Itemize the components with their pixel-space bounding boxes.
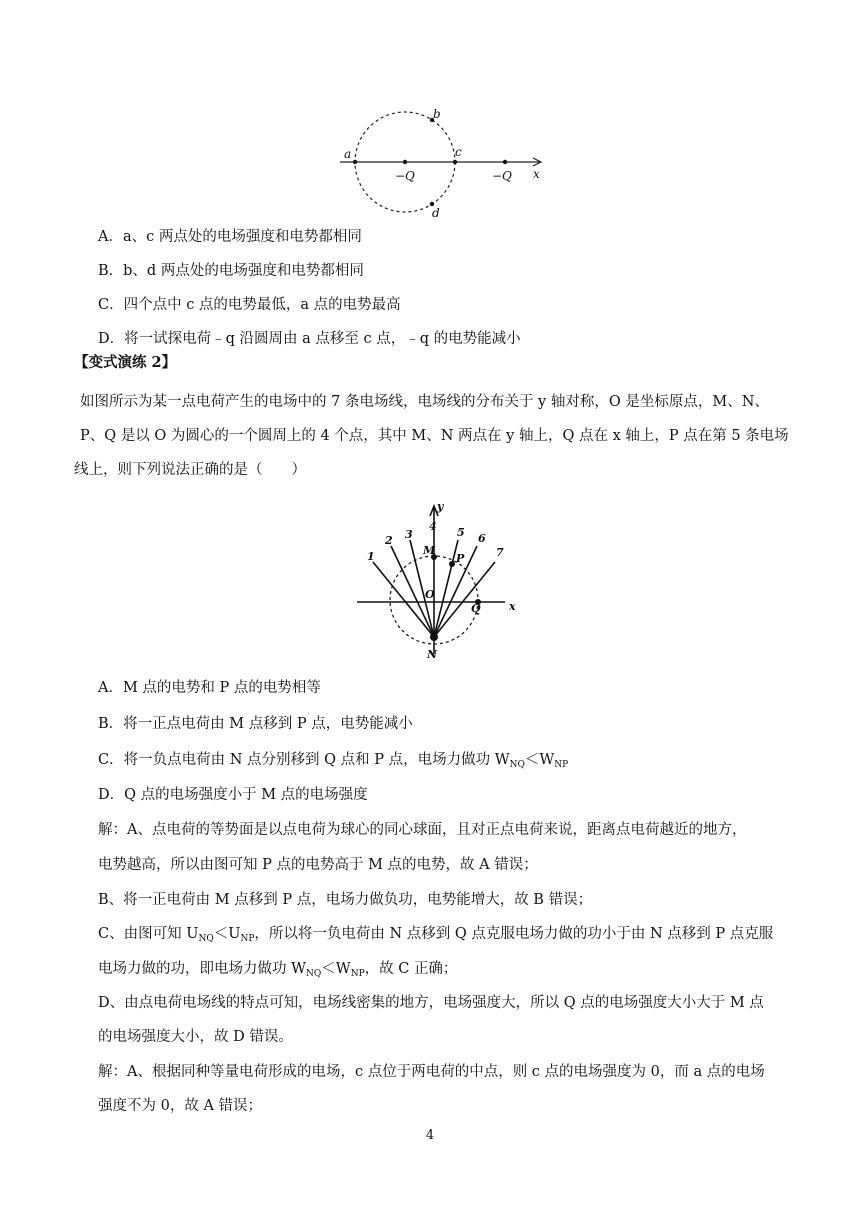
page-number: 4 bbox=[425, 1128, 435, 1143]
option-2c-text: C．将一负点电荷由 N 点分别移到 Q 点和 P 点，电场力做功 W bbox=[98, 752, 510, 768]
sub-nq: NQ bbox=[306, 969, 322, 979]
solution-5-line-1: 解：A、根据同种等量电荷形成的电场，c 点位于两电荷的中点，则 c 点的电场强度为 0，而 a 点的电场 bbox=[98, 1064, 765, 1080]
solution-2: B、将一正电荷由 M 点移到 P 点，电场力做负功，电势能增大，故 B 错误； bbox=[98, 892, 593, 908]
solution-3-text-d: ，故 C 正确； bbox=[364, 961, 458, 977]
label-y: y bbox=[437, 500, 444, 513]
line-number-6: 6 bbox=[478, 532, 486, 545]
section-heading: 【变式演练 2】 bbox=[74, 354, 177, 371]
label-M: M bbox=[423, 544, 436, 557]
point-P-dot bbox=[449, 561, 455, 567]
question-line-1: 如图所示为某一点电荷产生的电场中的 7 条电场线，电场线的分布关于 y 轴对称，O 是坐标原点，M、N、 bbox=[80, 394, 769, 410]
less-than-u: ＜U bbox=[213, 926, 241, 942]
sub-nq: NQ bbox=[198, 934, 214, 944]
less-than-w: ＜W bbox=[524, 752, 555, 768]
solution-4-line-1: D、由点电荷电场线的特点可知，电场线密集的地方，电场强度大，所以 Q 点的电场强度大小大于 M 点 bbox=[98, 995, 764, 1011]
solution-3-text-b: ，所以将一负电荷由 N 点移到 Q 点克服电场力做的功小于由 N 点移到 P 点克服 bbox=[254, 926, 774, 942]
label-charge-1: −Q bbox=[395, 169, 415, 183]
label-a: a bbox=[344, 147, 352, 161]
solution-3-text-c: 电场力做的功，即电场力做功 W bbox=[98, 961, 307, 977]
option-1b: B．b、d 两点处的电场强度和电势都相同 bbox=[98, 263, 364, 279]
solution-5-line-2: 强度不为 0，故 A 错误； bbox=[98, 1098, 263, 1114]
label-x: x bbox=[509, 600, 516, 613]
charge-N-dot bbox=[430, 633, 438, 641]
solution-1-line-2: 电势越高，所以由图可知 P 点的电势高于 M 点的电势，故 A 错误； bbox=[98, 857, 538, 873]
label-c: c bbox=[455, 145, 462, 159]
point-c-dot bbox=[453, 160, 457, 164]
sub-np: NP bbox=[350, 969, 365, 979]
option-2a: A．M 点的电势和 P 点的电势相等 bbox=[98, 680, 321, 696]
option-2c bbox=[98, 750, 568, 775]
line-number-7: 7 bbox=[496, 546, 504, 559]
option-1a: A．a、c 两点处的电场强度和电势都相同 bbox=[98, 229, 362, 245]
sub-nq: NQ bbox=[509, 760, 525, 770]
label-b: b bbox=[433, 107, 441, 121]
label-Q: Q bbox=[471, 602, 481, 615]
sub-np: NP bbox=[240, 934, 255, 944]
line-number-5: 5 bbox=[457, 526, 465, 539]
option-2b: B．将一正点电荷由 M 点移到 P 点，电势能减小 bbox=[98, 716, 413, 732]
label-d: d bbox=[432, 206, 440, 220]
question-line-3: 线上，则下列说法正确的是（ ） bbox=[74, 462, 306, 478]
point-a-dot bbox=[353, 160, 357, 164]
figure-circle-charges bbox=[340, 100, 550, 222]
line-number-3: 3 bbox=[405, 528, 413, 541]
charge-2-dot bbox=[503, 160, 507, 164]
line-number-2: 2 bbox=[385, 534, 393, 547]
charge-1-dot bbox=[403, 160, 407, 164]
option-1d: D．将一试探电荷﹣q 沿圆周由 a 点移至 c 点，﹣q 的电势能减小 bbox=[98, 331, 521, 347]
label-x: x bbox=[533, 167, 540, 181]
solution-4-line-2: 的电场强度大小，故 D 错误。 bbox=[98, 1029, 293, 1045]
solution-3-line-2 bbox=[98, 959, 457, 984]
less-than-w: ＜W bbox=[321, 961, 351, 977]
sub-np: NP bbox=[554, 760, 569, 770]
label-N: N bbox=[427, 648, 438, 660]
line-number-1: 1 bbox=[367, 550, 375, 563]
label-P: P bbox=[456, 552, 465, 565]
solution-3-text-a: C、由图可知 U bbox=[98, 926, 199, 942]
solution-1-line-1: 解：A、点电荷的等势面是以点电荷为球心的同心球面，且对正点电荷来说，距离点电荷越近的地方， bbox=[98, 822, 747, 838]
option-1c: C．四个点中 c 点的电势最低，a 点的电势最高 bbox=[98, 297, 401, 313]
option-2d: D．Q 点的电场强度小于 M 点的电场强度 bbox=[98, 787, 368, 803]
solution-3-line-1 bbox=[98, 924, 773, 949]
label-O: O bbox=[425, 588, 435, 601]
question-line-2: P、Q 是以 O 为圆心的一个圆周上的 4 个点，其中 M、N 两点在 y 轴上，Q 点在 x 轴上，P 点在第 5 条电场 bbox=[80, 428, 789, 444]
figure-field-lines bbox=[355, 500, 525, 660]
line-number-4: 4 bbox=[429, 520, 437, 533]
label-charge-2: −Q bbox=[492, 169, 512, 183]
